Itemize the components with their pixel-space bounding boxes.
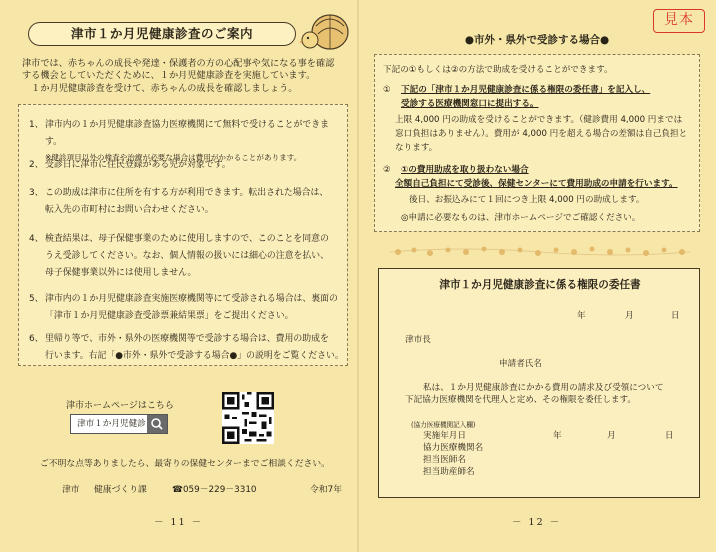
- page-number: － 12 －: [512, 517, 562, 528]
- note-3: [29, 185, 345, 219]
- exam-year-label: 年: [553, 431, 562, 441]
- intro-text: [22, 58, 347, 95]
- option-1-body: 上限 4,000 円の助成を受けることができます。（健診費用 4,000 円までは: [395, 115, 683, 125]
- option-1-title: 下記の「津市１か月児健康診査に係る権限の委任書」を記入し、: [401, 85, 651, 95]
- notes-box: [18, 104, 348, 366]
- form-title: 津市１か月児健康診査に係る権限の委任書: [439, 279, 641, 291]
- doctor-name-label: 担当医師名: [423, 455, 466, 465]
- note-subtext: ※健診項目以外の検査や治療が必要な場合は費用がかかることがあります。: [45, 153, 302, 162]
- option-1-body: なります。: [395, 143, 438, 153]
- note-number: 4、: [29, 234, 44, 244]
- note-4: [29, 231, 345, 282]
- option-1-body: 窓口負担はありません）。費用が 4,000 円を超える場合の差額は自己負担と: [395, 129, 688, 139]
- note-text: 「津市１か月児健康診査受診票兼結果票」をご提出ください。: [45, 311, 294, 321]
- note-number: 6、: [29, 334, 44, 344]
- option-1-title: 受診する医療機関窓口に提出する。: [401, 99, 539, 109]
- option-2-title: 全額自己負担にて受診後、保健センターにて費用助成の申請を行います。: [395, 179, 678, 189]
- note-number: 1、: [29, 120, 44, 130]
- homepage-label: 津市ホームページはこちら: [66, 401, 174, 411]
- note-5: [29, 291, 345, 325]
- note-text: 検査結果は、母子保健事業のために使用しますので、このことを同意の: [45, 234, 329, 244]
- section-title: ●市外・県外で受診する場合●: [464, 34, 610, 46]
- footer-year: 令和7年: [310, 485, 342, 495]
- note-6: [29, 331, 345, 365]
- qr-code-icon[interactable]: [222, 392, 274, 444]
- delegation-form: [378, 268, 700, 498]
- page-title: 津市１か月児健康診査のご案内: [28, 22, 296, 46]
- date-year-label: 年: [577, 311, 586, 321]
- lead-text: 下記の①もしくは②の方法で助成を受けることができます。: [383, 65, 613, 75]
- date-month-label: 月: [625, 311, 634, 321]
- midwife-name-label: 担当助産師名: [423, 467, 475, 477]
- intro-line: 津市では、赤ちゃんの成長や発達・保護者の方の心配事や気になる事を確認: [22, 58, 335, 69]
- option-note: ◎申請に必要なものは、津市ホームページでご確認ください。: [401, 213, 641, 223]
- exam-day-label: 日: [665, 431, 674, 441]
- option-number: ②: [383, 165, 391, 175]
- date-day-label: 日: [671, 311, 680, 321]
- search-input[interactable]: 津市１か月児健診: [70, 414, 168, 434]
- exam-date-label: 実施年月日: [423, 431, 466, 441]
- note-text: 里帰り等で、市外・県外の医療機関等で受診する場合は、費用の助成を: [45, 334, 329, 344]
- outside-city-box: [374, 54, 700, 232]
- note-text: 行います。右記「●市外・県外で受診する場合●」の説明をご覧ください。: [45, 351, 344, 361]
- note-text: 転入先の市町村にお問い合わせください。: [45, 205, 214, 215]
- page-number: － 11 －: [154, 517, 204, 528]
- note-number: 5、: [29, 294, 44, 304]
- institution-section-label: (協力医療機関記入欄): [411, 421, 476, 429]
- search-icon: [147, 415, 167, 433]
- dotted-divider-icon: [390, 242, 690, 262]
- search-button[interactable]: [147, 415, 167, 433]
- footer-tel: ☎059－229－3310: [172, 485, 257, 495]
- mayor-label: 津市長: [405, 335, 431, 345]
- footer-city: 津市: [62, 485, 80, 495]
- note-text: 受診日に津市に住民登録がある児が対象です。: [45, 160, 231, 170]
- chick-mascot-icon: [296, 8, 354, 52]
- footer-dept: 健康づくり課: [94, 485, 147, 495]
- contact-note: ご不明な点等ありましたら、最寄りの保健センターまでご相談ください。: [40, 459, 330, 469]
- note-text: この助成は津市に住所を有する方が利用できます。転出された場合は、: [45, 188, 329, 198]
- option-2-body: 後日、お振込みにて１回につき上限 4,000 円の助成します。: [409, 195, 645, 205]
- page-right: [358, 0, 716, 552]
- intro-line: １か月児健康診査を受けて、赤ちゃんの成長を確認しましょう。: [22, 82, 298, 94]
- delegation-statement: 私は、１か月児健康診査にかかる費用の請求及び受領について: [423, 383, 664, 393]
- note-number: 2、: [29, 160, 44, 170]
- note-number: 3、: [29, 188, 44, 198]
- note-text: 津市内の１か月児健康診査実施医療機関等にて受診される場合は、裏面の: [45, 294, 338, 304]
- note-text: 津市内の１か月児健康診査協力医療機関にて無料で受けることができます。: [45, 120, 329, 147]
- institution-name-label: 協力医療機関名: [423, 443, 484, 453]
- note-text: うえ受診してください。なお、個人情報の扱いには細心の注意を払い、: [45, 251, 329, 261]
- sample-stamp: 見本: [653, 9, 705, 33]
- note-text: 母子保健事業以外には使用しません。: [45, 268, 197, 278]
- option-number: ①: [383, 85, 391, 95]
- applicant-name-label: 申請者氏名: [499, 359, 542, 369]
- exam-month-label: 月: [607, 431, 616, 441]
- intro-line: する機会としていただくために、１か月児健康診査を実施しています。: [22, 70, 316, 82]
- note-2: [29, 157, 345, 174]
- option-2-title: ①の費用助成を取り扱わない場合: [401, 165, 529, 175]
- delegation-statement: 下記協力医療機関を代理人と定め、その権限を委任します。: [405, 395, 637, 405]
